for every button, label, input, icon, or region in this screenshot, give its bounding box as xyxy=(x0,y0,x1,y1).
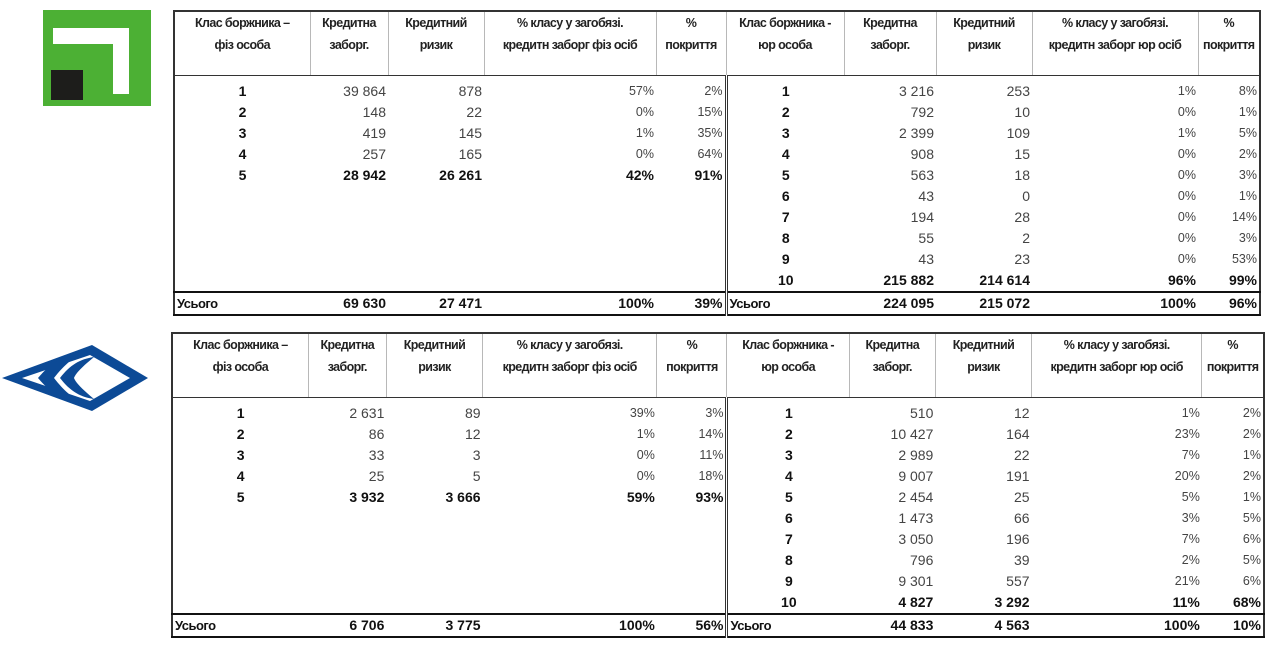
risk-cell: 5 xyxy=(472,467,481,484)
class-cell: 3 xyxy=(727,445,849,466)
coverage-cell: 1% xyxy=(1238,188,1257,203)
risk-cell: 22 xyxy=(466,103,482,120)
class-cell: 9 xyxy=(727,571,849,592)
debt-cell: 2 399 xyxy=(898,124,934,141)
risk-cell: 0 xyxy=(1022,187,1030,204)
share-cell: 59% xyxy=(626,488,655,505)
risk-cell: 18 xyxy=(1014,166,1030,183)
header-class-yur: Клас боржника - юр особа xyxy=(726,11,844,75)
share-cell: 1% xyxy=(1177,83,1196,98)
share-cell: 42% xyxy=(625,166,654,183)
risk-cell: 3 666 xyxy=(445,488,481,505)
share-cell: 0% xyxy=(1177,104,1196,119)
debt-cell: 194 xyxy=(910,208,934,225)
total-label: Усього xyxy=(172,614,308,637)
header-class-fiz: Клас боржника – фіз особа xyxy=(172,333,308,397)
share-cell: 7% xyxy=(1181,447,1200,462)
debt-cell: 28 942 xyxy=(343,166,386,183)
table-row xyxy=(172,550,1264,571)
share-cell: 1% xyxy=(1177,125,1196,140)
class-cell: 5 xyxy=(727,487,849,508)
total-share: 100% xyxy=(1032,292,1198,315)
class-cell: 7 xyxy=(727,529,849,550)
debt-cell: 510 xyxy=(910,404,934,421)
header-coverage: % покриття xyxy=(657,333,727,397)
privatbank-logo-icon xyxy=(43,10,151,106)
risk-cell: 25 xyxy=(1013,488,1030,505)
coverage-cell: 99% xyxy=(1228,271,1257,288)
table-row xyxy=(172,508,1264,529)
oschadbank-logo-icon xyxy=(0,343,150,413)
class-cell: 5 xyxy=(236,488,245,505)
debt-cell: 55 xyxy=(918,229,934,246)
share-cell: 3% xyxy=(1181,510,1200,525)
total-debt: 224 095 xyxy=(844,292,936,315)
debt-cell: 796 xyxy=(910,551,934,568)
debt-cell: 2 631 xyxy=(349,404,385,421)
risk-cell: 253 xyxy=(1006,82,1030,99)
header-class-share: % класу у загобязі. кредитн заборг юр осіб xyxy=(1032,11,1198,75)
total-label: Усього xyxy=(727,614,849,637)
risk-cell: 28 xyxy=(1014,208,1030,225)
total-coverage: 39% xyxy=(656,292,726,315)
total-share: 100% xyxy=(483,614,657,637)
table-row xyxy=(172,466,1264,487)
class-cell: 4 xyxy=(238,145,247,162)
risk-cell: 2 xyxy=(1022,229,1030,246)
total-risk: 215 072 xyxy=(936,292,1032,315)
risk-cell: 39 xyxy=(1013,551,1030,568)
coverage-cell: 1% xyxy=(1238,104,1257,119)
table-row xyxy=(172,592,1264,614)
total-debt: 6 706 xyxy=(308,614,386,637)
table-row xyxy=(174,144,1260,165)
coverage-cell: 5% xyxy=(1242,510,1261,525)
table-header-row xyxy=(174,11,1260,75)
oschad-credit-table xyxy=(171,332,1265,638)
total-risk: 4 563 xyxy=(935,614,1031,637)
debt-cell: 39 864 xyxy=(343,82,386,99)
coverage-cell: 6% xyxy=(1242,573,1261,588)
debt-cell: 3 932 xyxy=(349,488,385,505)
table-row xyxy=(172,424,1264,445)
class-cell: 6 xyxy=(726,186,844,207)
table-row xyxy=(172,571,1264,592)
risk-cell: 109 xyxy=(1006,124,1030,141)
share-cell: 0% xyxy=(1177,146,1196,161)
header-class-share: % класу у загобязі. кредитн заборг фіз осіб xyxy=(484,11,656,75)
share-cell: 0% xyxy=(635,146,654,161)
table-row xyxy=(172,529,1264,550)
coverage-cell: 5% xyxy=(1242,552,1261,567)
risk-cell: 3 292 xyxy=(994,593,1030,610)
table-row xyxy=(174,207,1260,228)
debt-cell: 2 989 xyxy=(898,446,934,463)
coverage-cell: 14% xyxy=(1231,209,1257,224)
debt-cell: 908 xyxy=(910,145,934,162)
class-cell: 8 xyxy=(726,228,844,249)
table-header-row xyxy=(172,333,1264,397)
share-cell: 39% xyxy=(629,405,655,420)
table-row xyxy=(174,249,1260,270)
table-row xyxy=(174,228,1260,249)
header-class-share: % класу у загобязі. кредитн заборг фіз осіб xyxy=(483,333,657,397)
header-coverage: % покриття xyxy=(656,11,726,75)
share-cell: 23% xyxy=(1174,426,1200,441)
share-cell: 0% xyxy=(1177,188,1196,203)
share-cell: 0% xyxy=(1177,209,1196,224)
table-row xyxy=(172,445,1264,466)
total-share: 100% xyxy=(1032,614,1202,637)
class-cell: 2 xyxy=(238,103,247,120)
debt-cell: 215 882 xyxy=(883,271,934,288)
total-debt: 69 630 xyxy=(310,292,388,315)
risk-cell: 191 xyxy=(1006,467,1030,484)
class-cell: 4 xyxy=(236,467,245,484)
debt-cell: 419 xyxy=(362,124,386,141)
total-label: Усього xyxy=(726,292,844,315)
header-class-share: % класу у загобязі. кредитн заборг юр осіб xyxy=(1032,333,1202,397)
risk-cell: 557 xyxy=(1006,572,1030,589)
header-credit-debt: Кредитна заборг. xyxy=(310,11,388,75)
coverage-cell: 5% xyxy=(1238,125,1257,140)
risk-cell: 22 xyxy=(1013,446,1030,463)
table-row xyxy=(174,123,1260,144)
header-credit-risk: Кредитний ризик xyxy=(386,333,482,397)
total-share: 100% xyxy=(484,292,656,315)
total-coverage: 10% xyxy=(1202,614,1264,637)
risk-cell: 3 xyxy=(472,446,481,463)
risk-cell: 196 xyxy=(1006,530,1030,547)
header-coverage: % покриття xyxy=(1198,11,1260,75)
share-cell: 1% xyxy=(635,125,654,140)
table-row xyxy=(172,403,1264,424)
class-cell: 3 xyxy=(236,446,245,463)
share-cell: 2% xyxy=(1181,552,1200,567)
header-credit-debt: Кредитна заборг. xyxy=(844,11,936,75)
class-cell: 2 xyxy=(726,102,844,123)
risk-cell: 12 xyxy=(1013,404,1030,421)
share-cell: 57% xyxy=(628,83,654,98)
header-credit-debt: Кредитна заборг. xyxy=(308,333,386,397)
debt-cell: 43 xyxy=(918,187,934,204)
debt-cell: 4 827 xyxy=(898,593,934,610)
risk-cell: 10 xyxy=(1014,103,1030,120)
coverage-cell: 2% xyxy=(1238,146,1257,161)
total-risk: 3 775 xyxy=(386,614,482,637)
risk-cell: 23 xyxy=(1014,250,1030,267)
risk-cell: 165 xyxy=(458,145,482,162)
total-coverage: 96% xyxy=(1198,292,1260,315)
coverage-cell: 93% xyxy=(695,488,724,505)
coverage-cell: 53% xyxy=(1231,251,1257,266)
class-cell: 5 xyxy=(238,166,247,183)
table-row xyxy=(174,81,1260,102)
coverage-cell: 3% xyxy=(1238,230,1257,245)
risk-cell: 145 xyxy=(458,124,482,141)
table-row xyxy=(174,165,1260,186)
share-cell: 96% xyxy=(1167,271,1196,288)
coverage-cell: 2% xyxy=(1242,468,1261,483)
class-cell: 8 xyxy=(727,550,849,571)
share-cell: 0% xyxy=(636,468,655,483)
table-row xyxy=(174,270,1260,292)
debt-cell: 257 xyxy=(362,145,386,162)
class-cell: 2 xyxy=(236,425,245,442)
header-class-fiz: Клас боржника – фіз особа xyxy=(174,11,310,75)
class-cell: 2 xyxy=(727,424,849,445)
share-cell: 11% xyxy=(1172,593,1200,610)
table-row xyxy=(174,186,1260,207)
share-cell: 1% xyxy=(636,426,655,441)
total-risk: 27 471 xyxy=(388,292,484,315)
coverage-cell: 2% xyxy=(1242,426,1261,441)
share-cell: 0% xyxy=(636,447,655,462)
share-cell: 21% xyxy=(1174,573,1200,588)
debt-cell: 2 454 xyxy=(898,488,934,505)
header-credit-debt: Кредитна заборг. xyxy=(849,333,935,397)
coverage-cell: 8% xyxy=(1238,83,1257,98)
debt-cell: 10 427 xyxy=(890,425,934,442)
class-cell: 4 xyxy=(727,466,849,487)
share-cell: 0% xyxy=(1177,230,1196,245)
debt-cell: 792 xyxy=(910,103,934,120)
class-cell: 1 xyxy=(726,81,844,102)
risk-cell: 26 261 xyxy=(439,166,482,183)
coverage-cell: 3% xyxy=(705,405,724,420)
coverage-cell: 2% xyxy=(704,83,723,98)
coverage-cell: 68% xyxy=(1232,593,1261,610)
total-debt: 44 833 xyxy=(849,614,935,637)
class-cell: 1 xyxy=(727,403,849,424)
table-row xyxy=(172,487,1264,508)
debt-cell: 1 473 xyxy=(898,509,934,526)
class-cell: 1 xyxy=(238,82,247,99)
risk-cell: 164 xyxy=(1006,425,1030,442)
coverage-cell: 18% xyxy=(698,468,724,483)
coverage-cell: 35% xyxy=(697,125,723,140)
total-label: Усього xyxy=(174,292,310,315)
total-row xyxy=(174,292,1260,315)
table-row xyxy=(174,102,1260,123)
risk-cell: 878 xyxy=(458,82,482,99)
class-cell: 5 xyxy=(726,165,844,186)
debt-cell: 9 301 xyxy=(898,572,934,589)
debt-cell: 43 xyxy=(918,250,934,267)
debt-cell: 25 xyxy=(368,467,385,484)
coverage-cell: 6% xyxy=(1242,531,1261,546)
header-class-yur: Клас боржника - юр особа xyxy=(727,333,849,397)
privat-credit-table xyxy=(173,10,1261,316)
class-cell: 7 xyxy=(726,207,844,228)
coverage-cell: 2% xyxy=(1242,405,1261,420)
class-cell: 9 xyxy=(726,249,844,270)
header-credit-risk: Кредитний ризик xyxy=(388,11,484,75)
coverage-cell: 3% xyxy=(1238,167,1257,182)
debt-cell: 148 xyxy=(362,103,386,120)
debt-cell: 3 050 xyxy=(898,530,934,547)
class-cell: 6 xyxy=(727,508,849,529)
share-cell: 0% xyxy=(1177,251,1196,266)
share-cell: 1% xyxy=(1181,405,1200,420)
coverage-cell: 64% xyxy=(697,146,723,161)
coverage-cell: 14% xyxy=(698,426,724,441)
coverage-cell: 11% xyxy=(699,447,724,462)
share-cell: 20% xyxy=(1174,468,1200,483)
share-cell: 7% xyxy=(1181,531,1200,546)
debt-cell: 33 xyxy=(368,446,385,463)
debt-cell: 563 xyxy=(910,166,934,183)
class-cell: 4 xyxy=(726,144,844,165)
total-coverage: 56% xyxy=(657,614,727,637)
risk-cell: 89 xyxy=(464,404,481,421)
coverage-cell: 15% xyxy=(697,104,723,119)
class-cell: 1 xyxy=(236,404,245,421)
risk-cell: 12 xyxy=(464,425,481,442)
risk-cell: 66 xyxy=(1013,509,1030,526)
class-cell: 3 xyxy=(726,123,844,144)
risk-cell: 15 xyxy=(1014,145,1030,162)
header-coverage: % покриття xyxy=(1202,333,1264,397)
class-cell: 3 xyxy=(238,124,247,141)
coverage-cell: 1% xyxy=(1242,489,1261,504)
coverage-cell: 91% xyxy=(694,166,723,183)
share-cell: 5% xyxy=(1181,489,1200,504)
header-credit-risk: Кредитний ризик xyxy=(935,333,1031,397)
header-credit-risk: Кредитний ризик xyxy=(936,11,1032,75)
class-cell: 10 xyxy=(727,592,849,614)
debt-cell: 86 xyxy=(368,425,385,442)
total-row xyxy=(172,614,1264,637)
debt-cell: 9 007 xyxy=(898,467,934,484)
share-cell: 0% xyxy=(635,104,654,119)
risk-cell: 214 614 xyxy=(979,271,1030,288)
share-cell: 0% xyxy=(1177,167,1196,182)
class-cell: 10 xyxy=(726,270,844,292)
debt-cell: 3 216 xyxy=(898,82,934,99)
coverage-cell: 1% xyxy=(1242,447,1261,462)
